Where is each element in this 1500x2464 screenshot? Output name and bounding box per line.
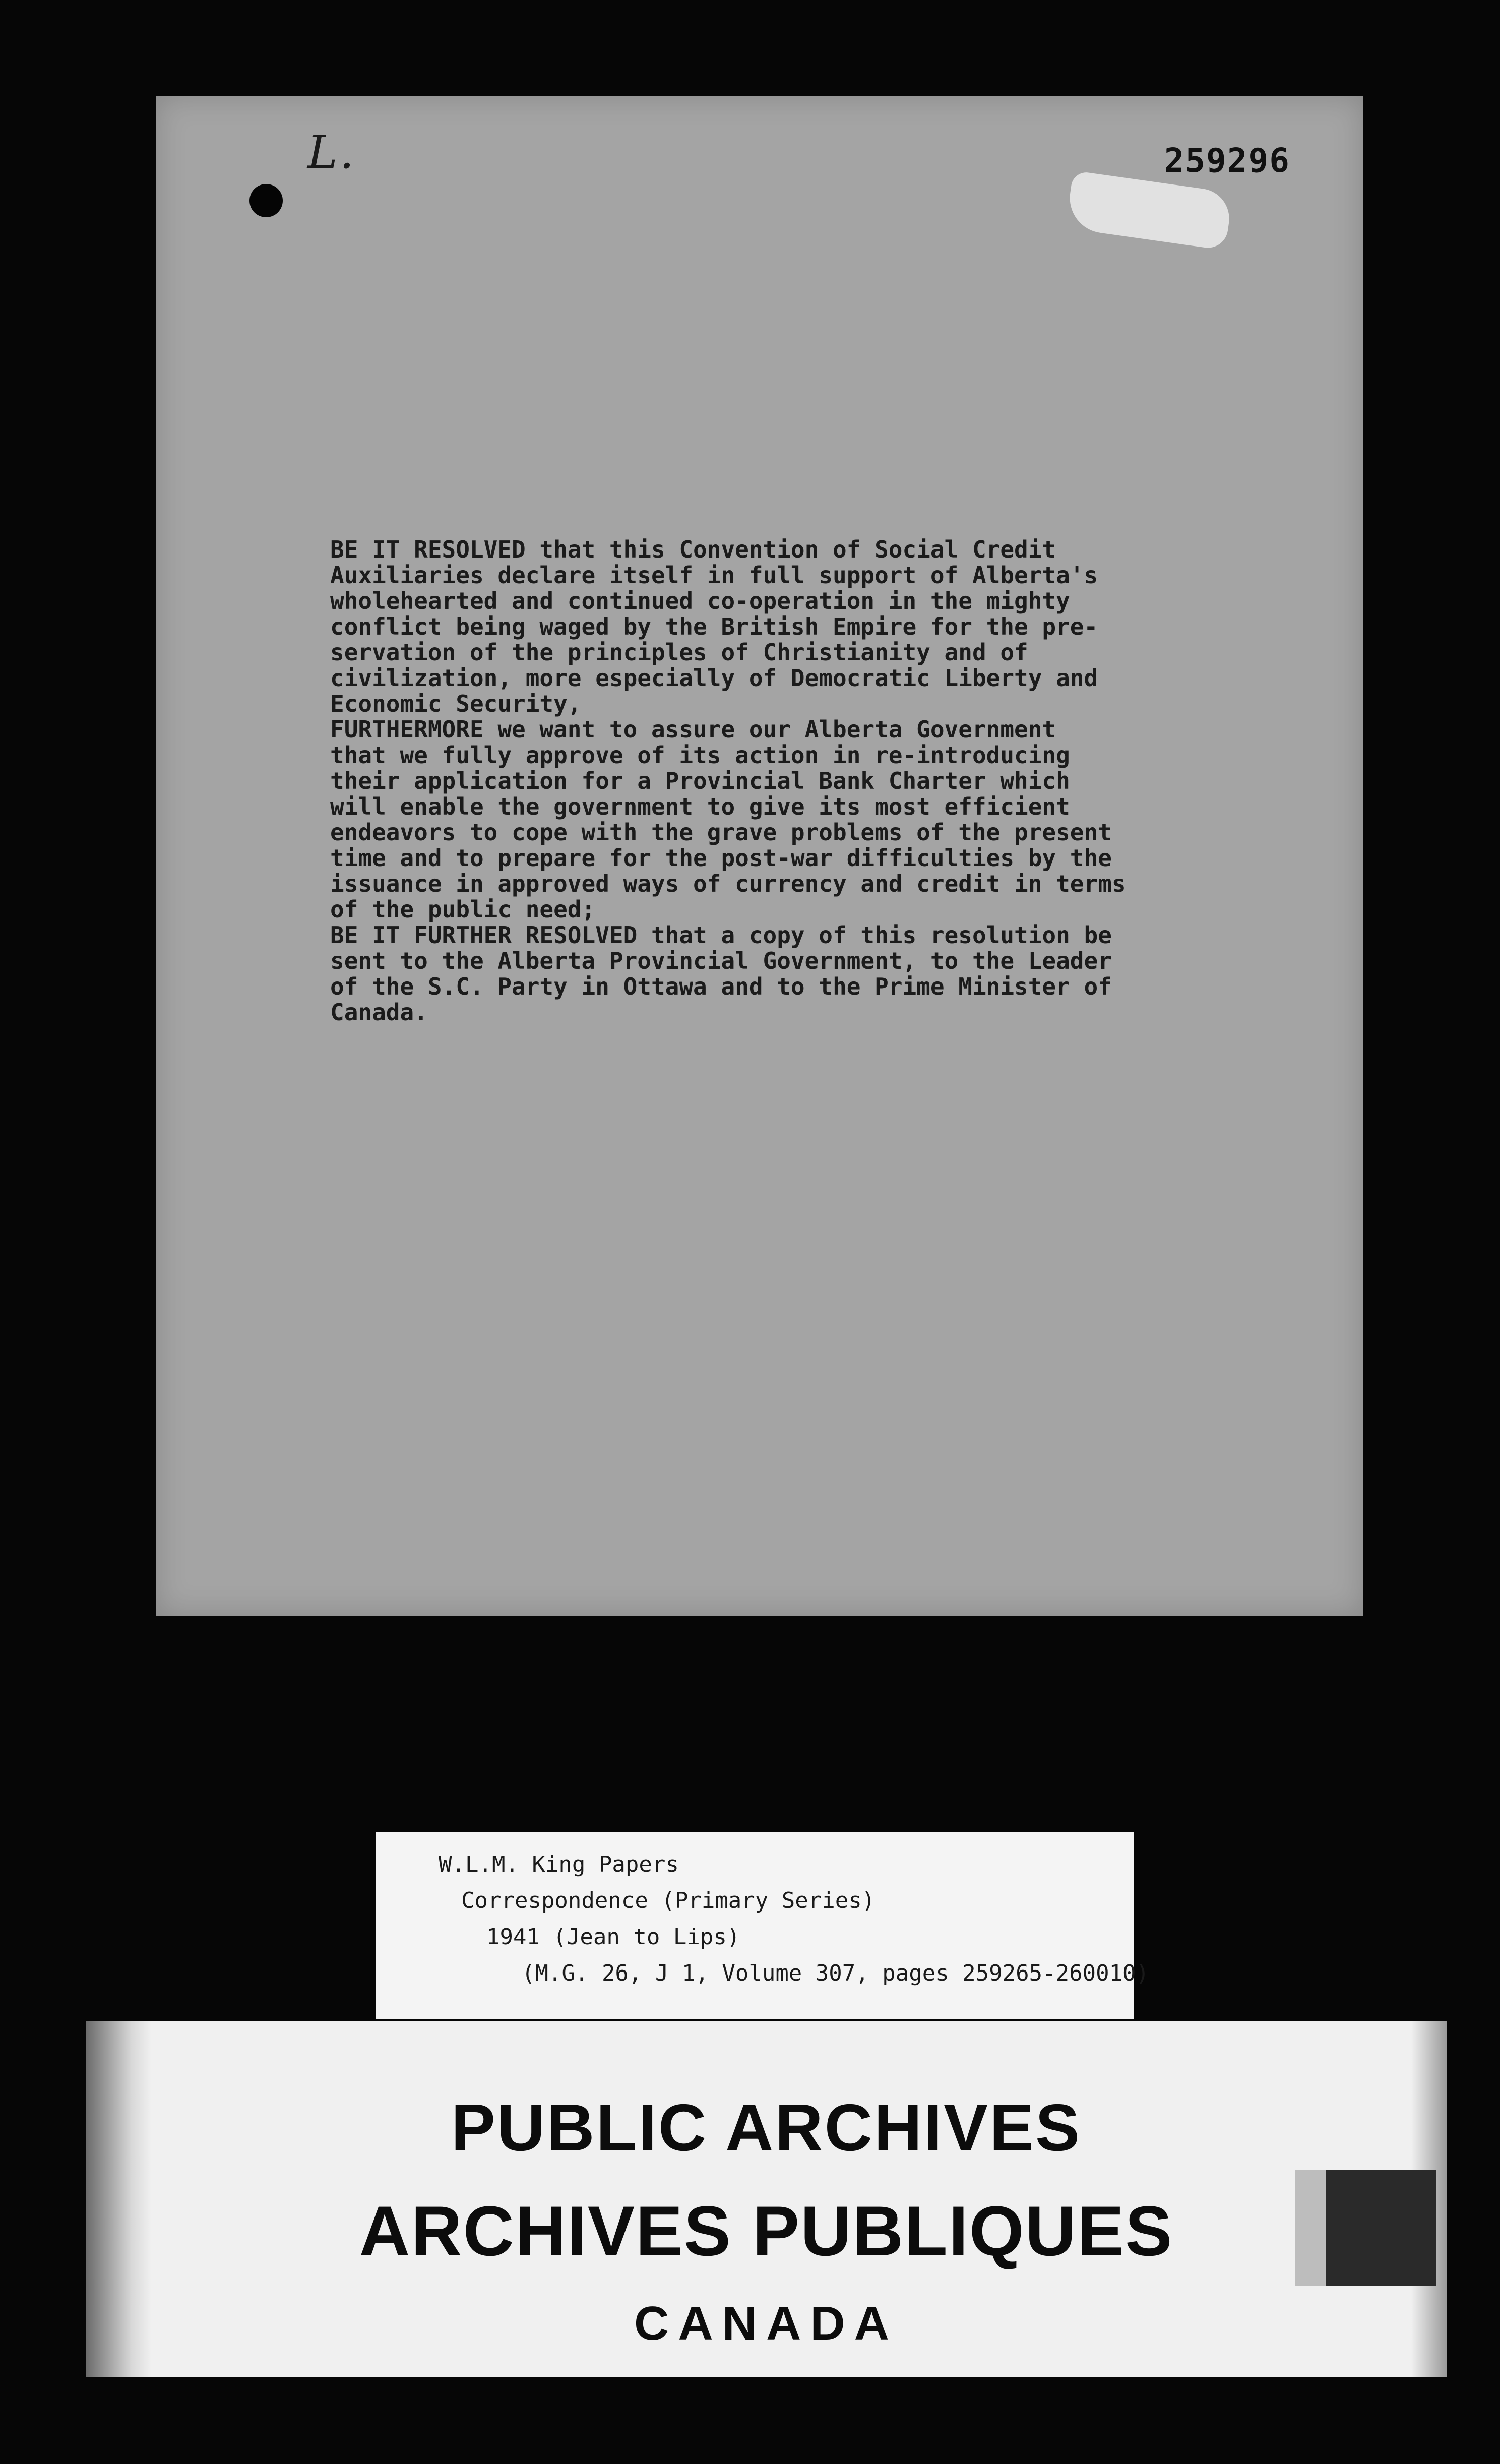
index-card [376, 1832, 1150, 2019]
archives-label [86, 2021, 1447, 2377]
text-line: of the public need; [330, 896, 596, 923]
tape-patch [1066, 170, 1233, 250]
text-line: Auxiliaries declare itself in full support of Alberta's [330, 562, 1098, 589]
text-line: servation of the principles of Christianity and of [330, 639, 1028, 666]
text-line: BE IT FURTHER RESOLVED that a copy of this resolution be [330, 921, 1112, 949]
card-series: Correspondence (Primary Series) [461, 1888, 876, 1914]
document-page [156, 96, 1363, 1616]
text-line: BE IT RESOLVED that this Convention of Social Credit [330, 536, 1056, 563]
text-line: civilization, more especially of Democratic Liberty and [330, 664, 1098, 692]
text-line: Canada. [330, 999, 428, 1026]
resolution-text [330, 537, 1237, 1025]
text-line: issuance in approved ways of currency and credit in terms [330, 870, 1126, 897]
text-line: that we fully approve of its action in re-introducing [330, 742, 1070, 769]
text-line: conflict being waged by the British Empire for the pre- [330, 613, 1098, 640]
text-line: of the S.C. Party in Ottawa and to the Prime Minister of [330, 973, 1112, 1000]
label-line-country: CANADA [634, 2297, 898, 2351]
page-number: 259296 [1164, 141, 1290, 180]
handwritten-mark: L. [307, 126, 356, 179]
label-line-french: ARCHIVES PUBLIQUES [359, 2191, 1173, 2270]
punch-hole [249, 184, 283, 217]
text-line: Economic Security, [330, 690, 582, 717]
text-line: endeavors to cope with the grave problems of the present [330, 819, 1112, 846]
label-line-english: PUBLIC ARCHIVES [451, 2090, 1082, 2165]
text-line: sent to the Alberta Provincial Government, to the Leader [330, 947, 1112, 974]
text-line: time and to prepare for the post-war difficulties by the [330, 844, 1112, 872]
text-line: FURTHERMORE we want to assure our Alberta Government [330, 716, 1056, 743]
card-year: 1941 (Jean to Lips) [486, 1924, 740, 1950]
text-line: their application for a Provincial Bank Charter which [330, 767, 1070, 794]
text-line: wholehearted and continued co-operation in the mighty [330, 587, 1070, 614]
card-title: W.L.M. King Papers [439, 1852, 679, 1877]
card-reference: (M.G. 26, J 1, Volume 307, pages 259265-260010) [522, 1960, 1150, 1986]
text-line: will enable the government to give its most efficient [330, 793, 1070, 820]
